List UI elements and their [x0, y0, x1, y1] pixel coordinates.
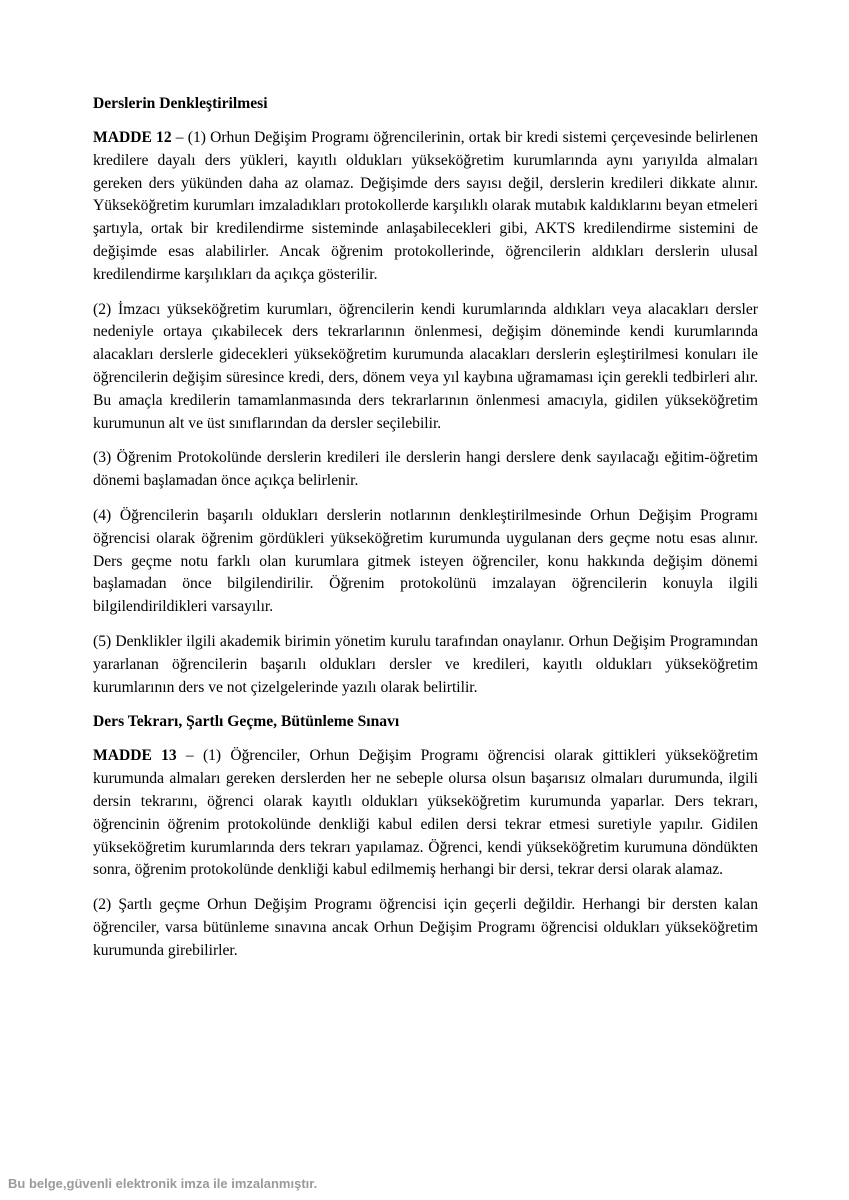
madde-13-paragraph-1	[93, 745, 758, 882]
madde-13-label: MADDE 13	[93, 747, 177, 765]
madde-12-paragraph-1	[93, 127, 758, 287]
madde-12-paragraph-5: (5) Denklikler ilgili akademik birimin yönetim kurulu tarafından onaylanır. Orhun Değişim Programından yararlanan öğrencilerin başarılı oldukları dersler ve kredileri, kayıtlı oldukları yükseköğretim kurumlarının ders ve not çizelgelerinde yazılı olarak belirtilir.	[93, 632, 758, 696]
section-heading-ders-tekrari: Ders Tekrarı, Şartlı Geçme, Bütünleme Sınavı	[93, 713, 400, 731]
madde-12-paragraph-2: (2) İmzacı yükseköğretim kurumları, öğrencilerin kendi kurumlarında aldıkları veya alacakları dersler nedeniyle ortaya çıkabilecek ders tekrarlarının önlenmesi, değişim döneminde kendi kurumlarında alacakları derslerle gidecekleri yükseköğretim kurumunda alacakları derslerin eşleştirilmesi konuları ile öğrencilerin değişim süresince kredi, ders, dönem veya yıl kaybına uğramaması için gerekli tedbirleri alır. Bu amaçla kredilerin tamamlanmasında ders tekrarlarının önlenmesi amacıyla, gidilen yükseköğretim kurumunun alt ve üst sınıflarından da dersler seçilebilir.	[93, 300, 758, 432]
madde-12-paragraph-3: (3) Öğrenim Protokolünde derslerin kredileri ile derslerin hangi derslere denk sayılacağı eğitim-öğretim dönemi başlamadan önce açıkça belirlenir.	[93, 449, 758, 490]
document-page	[93, 93, 758, 975]
e-signature-footer: Bu belge,güvenli elektronik imza ile imzalanmıştır.	[8, 1176, 318, 1191]
madde-12-paragraph-4: (4) Öğrencilerin başarılı oldukları derslerin notlarının denkleştirilmesinde Orhun Değişim Programı öğrencisi olarak öğrenim gördükleri yükseköğretim kurumunda uygulanan ders geçme notu esas alınır. Ders geçme notu farklı olan kurumlara gitmek isteyen öğrenciler, konu hakkında değişim dönemi başlamadan önce bilgilendirilir. Öğrenim protokolünü imzalayan öğrencilerin konuyla ilgili bilgilendirildikleri varsayılır.	[93, 506, 758, 616]
madde-12-text-1: – (1) Orhun Değişim Programı öğrencilerinin, ortak bir kredi sistemi çerçevesinde belirlenen kredilere dayalı ders yükleri, kayıtlı oldukları yükseköğretim kurumlarında aynı yarıyılda almaları gereken ders yükünden daha az olamaz. Değişimde ders sayısı değil, derslerin kredileri dikkate alınır. Yükseköğretim kurumları imzaladıkları protokollerde karşılıklı olarak mutabık kaldıklarını beyan etmeleri şartıyla, ortak bir kredilendirme sisteminde anlaşabilecekleri gibi, AKTS kredilendirme sistemini de değişimde esas alabilirler. Ancak öğrenim protokollerinde, öğrencilerin aldıkları derslerin ulusal kredilendirme karşılıkları da açıkça gösterilir.	[93, 129, 758, 283]
madde-13-text-1: – (1) Öğrenciler, Orhun Değişim Programı öğrencisi olarak gittikleri yükseköğretim kurumunda almaları gereken derslerden her ne sebeple olursa olsun başarısız olmaları durumunda, ilgili dersin tekrarını, öğrenci olarak kayıtlı oldukları yükseköğretim kurumunda yaparlar. Ders tekrarı, öğrencinin öğrenim protokolünde denkliği kabul edilen dersi tekrar etmesi suretiyle yapılır. Gidilen yükseköğretim kurumlarında ders tekrarı yapılamaz. Öğrenci, kendi yükseköğretim kurumuna döndükten sonra, öğrenim protokolünde denkliği kabul edilmemiş herhangi bir dersi, tekrar dersi olarak alamaz.	[93, 747, 758, 879]
madde-13-paragraph-2: (2) Şartlı geçme Orhun Değişim Programı öğrencisi için geçerli değildir. Herhangi bir dersten kalan öğrenciler, varsa bütünleme sınavına ancak Orhun Değişim Programı öğrencisi oldukları yükseköğretim kurumunda girebilirler.	[93, 896, 758, 959]
section-heading-derslerin-denklestirilmesi: Derslerin Denkleştirilmesi	[93, 95, 268, 112]
madde-12-label: MADDE 12	[93, 129, 172, 146]
